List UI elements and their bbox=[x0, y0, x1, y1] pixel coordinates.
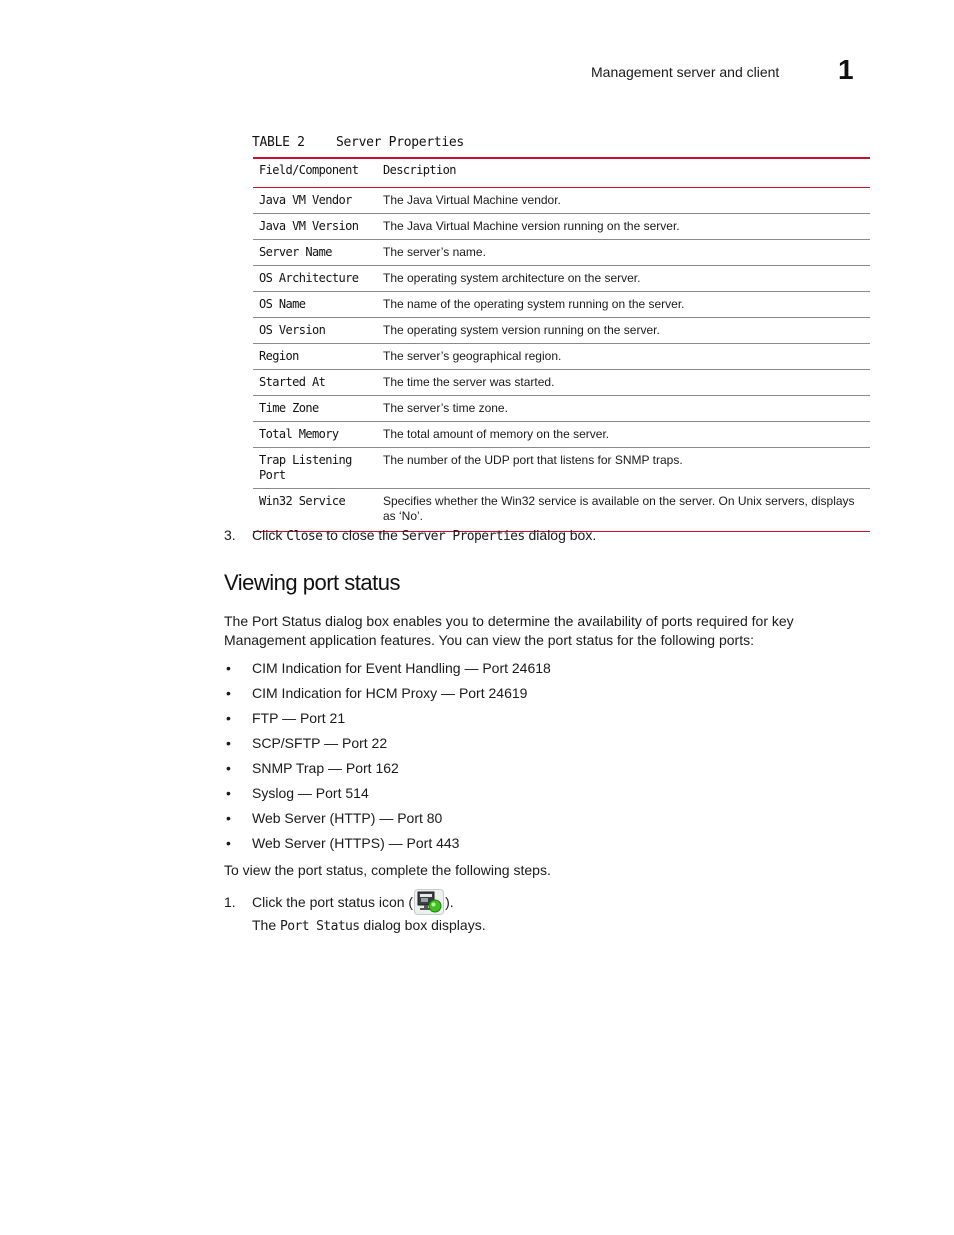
step-3 bbox=[224, 527, 596, 544]
row-field: Time Zone bbox=[253, 396, 377, 422]
bullet-icon: • bbox=[226, 660, 231, 676]
result-text: dialog box displays. bbox=[359, 917, 486, 933]
row-field: OS Architecture bbox=[253, 266, 377, 292]
list-item bbox=[224, 659, 551, 684]
table-row bbox=[253, 489, 870, 532]
step-text: to close the bbox=[322, 527, 402, 543]
row-field: OS Name bbox=[253, 292, 377, 318]
row-field: Region bbox=[253, 344, 377, 370]
column-header-field: Field/Component bbox=[253, 158, 377, 188]
row-field: OS Version bbox=[253, 318, 377, 344]
bullet-icon: • bbox=[226, 710, 231, 726]
row-description: The operating system version running on the server. bbox=[377, 318, 870, 344]
port-label: SNMP Trap — Port 162 bbox=[252, 760, 399, 776]
table-caption-title: Server Properties bbox=[336, 135, 464, 150]
table-row bbox=[253, 292, 870, 318]
list-item bbox=[224, 834, 551, 859]
table-row bbox=[253, 422, 870, 448]
server-properties-table bbox=[253, 157, 870, 532]
table-row bbox=[253, 188, 870, 214]
bullet-icon: • bbox=[226, 760, 231, 776]
section-intro bbox=[224, 612, 864, 650]
bullet-icon: • bbox=[226, 785, 231, 801]
row-description: Specifies whether the Win32 service is available on the server. On Unix servers, displays as ‘No’. bbox=[383, 494, 855, 523]
result-text: The bbox=[252, 917, 281, 933]
chapter-number: 1 bbox=[838, 54, 854, 85]
table-row bbox=[253, 266, 870, 292]
ui-server-properties-label: Server Properties bbox=[401, 529, 525, 544]
port-label: Syslog — Port 514 bbox=[252, 785, 369, 801]
table-row bbox=[253, 318, 870, 344]
table-row bbox=[253, 344, 870, 370]
port-label: CIM Indication for Event Handling — Port 24618 bbox=[252, 660, 551, 676]
table-row bbox=[253, 214, 870, 240]
table-row bbox=[253, 370, 870, 396]
step-1 bbox=[224, 889, 454, 915]
row-description: The server’s geographical region. bbox=[377, 344, 870, 370]
intro-line: The Port Status dialog box enables you to determine the availability of ports required for key bbox=[224, 613, 794, 629]
ui-close-label: Close bbox=[286, 529, 323, 544]
row-description: The number of the UDP port that listens for SNMP traps. bbox=[377, 448, 870, 489]
row-field: Win32 Service bbox=[259, 494, 346, 508]
row-field: Server Name bbox=[253, 240, 377, 266]
list-item bbox=[224, 759, 551, 784]
row-field: Java VM Version bbox=[253, 214, 377, 240]
list-item bbox=[224, 684, 551, 709]
step-text: dialog box. bbox=[524, 527, 597, 543]
list-item bbox=[224, 709, 551, 734]
row-description: The Java Virtual Machine vendor. bbox=[377, 188, 870, 214]
column-header-description: Description bbox=[377, 158, 870, 188]
row-field: Total Memory bbox=[253, 422, 377, 448]
section-heading: Viewing port status bbox=[224, 570, 400, 595]
bullet-icon: • bbox=[226, 685, 231, 701]
port-label: Web Server (HTTP) — Port 80 bbox=[252, 810, 443, 826]
step-number: 3. bbox=[224, 527, 236, 543]
ui-port-status-label: Port Status bbox=[280, 919, 360, 934]
header-section-title: Management server and client bbox=[591, 64, 780, 80]
row-description: The server’s name. bbox=[377, 240, 870, 266]
list-item bbox=[224, 734, 551, 759]
row-field: Java VM Vendor bbox=[253, 188, 377, 214]
step-number: 1. bbox=[224, 894, 236, 910]
bullet-icon: • bbox=[226, 810, 231, 826]
step-text: ). bbox=[445, 894, 454, 910]
table-caption bbox=[252, 135, 464, 150]
port-list bbox=[224, 659, 551, 859]
step-text: Click the port status icon ( bbox=[252, 894, 414, 910]
table-row bbox=[253, 448, 870, 489]
list-item bbox=[224, 784, 551, 809]
row-description: The total amount of memory on the server. bbox=[377, 422, 870, 448]
port-status-icon bbox=[414, 889, 444, 915]
row-description: The name of the operating system running on the server. bbox=[377, 292, 870, 318]
table-caption-label: TABLE 2 bbox=[252, 135, 305, 150]
list-item bbox=[224, 809, 551, 834]
port-label: Web Server (HTTPS) — Port 443 bbox=[252, 835, 460, 851]
intro-line: Management application features. You can view the port status for the following ports: bbox=[224, 632, 754, 648]
table-row bbox=[253, 396, 870, 422]
port-label: CIM Indication for HCM Proxy — Port 24619 bbox=[252, 685, 528, 701]
table-row bbox=[253, 240, 870, 266]
row-description: The operating system architecture on the server. bbox=[377, 266, 870, 292]
row-description: The server’s time zone. bbox=[377, 396, 870, 422]
step-text: Click bbox=[252, 527, 287, 543]
port-label: SCP/SFTP — Port 22 bbox=[252, 735, 388, 751]
port-label: FTP — Port 21 bbox=[252, 710, 346, 726]
steps-intro: To view the port status, complete the following steps. bbox=[224, 862, 551, 878]
row-description: The Java Virtual Machine version running on the server. bbox=[377, 214, 870, 240]
row-description: The time the server was started. bbox=[377, 370, 870, 396]
bullet-icon: • bbox=[226, 835, 231, 851]
row-field: Started At bbox=[253, 370, 377, 396]
step-1-result bbox=[252, 917, 486, 934]
table-header-row bbox=[253, 158, 870, 188]
row-field: Trap Listening Port bbox=[253, 448, 377, 489]
bullet-icon: • bbox=[226, 735, 231, 751]
